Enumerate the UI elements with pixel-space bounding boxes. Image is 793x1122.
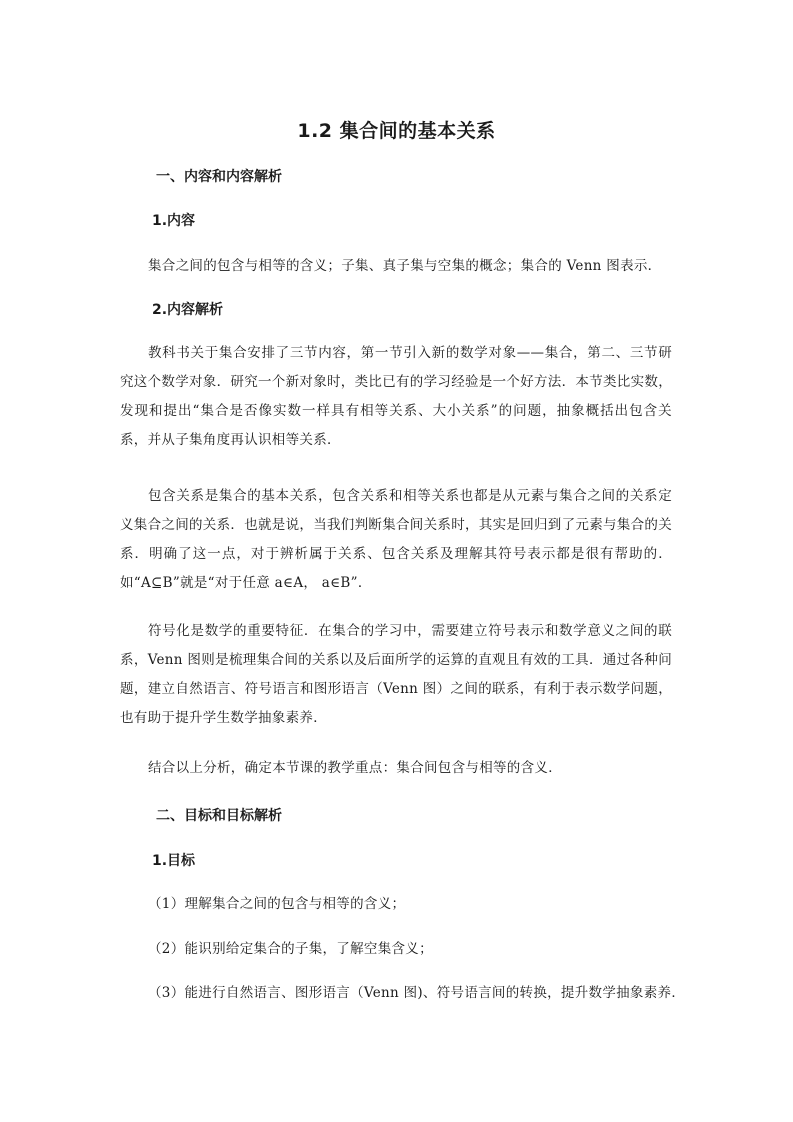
paragraph-analysis-3: 符号化是数学的重要特征．在集合的学习中，需要建立符号表示和数学意义之间的联系，Venn 图则是梳理集合间的关系以及后面所学的运算的直观且有效的工具．通过各种问题，建立自然语言、符号语言和图形语言（Venn 图）之间的联系，有利于表示数学问题，也有助于提升学生数学抽象素养． xyxy=(120,623,672,726)
paragraph-analysis-2: 包含关系是集合的基本关系，包含关系和相等关系也都是从元素与集合之间的关系定义集合之间的关系．也就是说，当我们判断集合间关系时，其实是回归到了元素与集合的关系．明确了这一点，对于辨析属于关系、包含关系及理解其符号表示都是很有帮助的．如“A⊆B”就是“对于任意 a∈A， a∈B”． xyxy=(120,488,672,591)
paragraph-analysis-4: 结合以上分析，确定本节课的教学重点：集合间包含与相等的含义． xyxy=(148,760,562,776)
goal-item-2: （2）能识别给定集合的子集，了解空集含义； xyxy=(148,941,433,957)
subheading-content-analysis: 2.内容解析 xyxy=(152,302,224,318)
subheading-content: 1.内容 xyxy=(152,213,196,229)
subheading-goals: 1.目标 xyxy=(152,853,196,869)
section-heading-goals: 二、目标和目标解析 xyxy=(156,808,282,824)
page-title: 1.2 集合间的基本关系 xyxy=(297,120,496,142)
goal-item-1: （1）理解集合之间的包含与相等的含义； xyxy=(148,896,406,912)
content-text: 集合之间的包含与相等的含义；子集、真子集与空集的概念；集合的 Venn 图表示． xyxy=(148,258,662,274)
section-heading-content: 一、内容和内容解析 xyxy=(156,169,282,185)
goal-item-3: （3）能进行自然语言、图形语言（Venn 图)、符号语言间的转换，提升数学抽象素养． xyxy=(148,985,686,1001)
paragraph-analysis-1: 教科书关于集合安排了三节内容，第一节引入新的数学对象——集合，第二、三节研究这个数学对象．研究一个新对象时，类比已有的学习经验是一个好方法．本节类比实数，发现和提出“集合是否像实数一样具有相等关系、大小关系”的问题，抽象概括出包含关系，并从子集角度再认识相等关系． xyxy=(120,345,672,448)
